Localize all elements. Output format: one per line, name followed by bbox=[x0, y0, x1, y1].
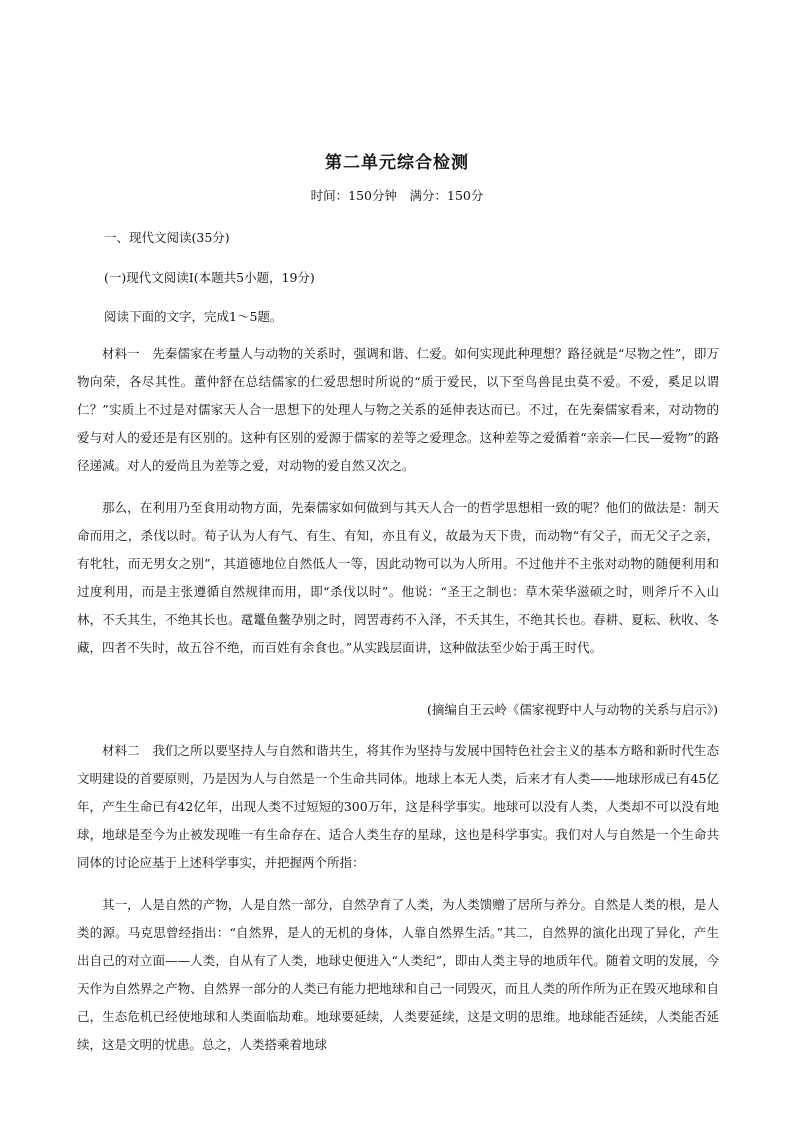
paragraph-material-1: 材料一 先秦儒家在考量人与动物的关系时，强调和谐、仁爱。如何实现此种理想？路径就是“尽物之性”，即万物向荣，各尽其性。董仲舒在总结儒家的仁爱思想时所说的“质于爱民，以下至鸟兽昆虫莫不爱。不爱，奚足以谓仁？”实质上不过是对儒家天人合一思想下的处理人与物之关系的延伸表达而已。不过，在先秦儒家看来，对动物的爱与对人的爱还是有区别的。这种有区别的爱源于儒家的差等之爱理念。这种差等之爱循着“亲亲—仁民—爱物”的路径递减。对人的爱尚且为差等之爱，对动物的爱自然又次之。 bbox=[77, 346, 719, 473]
subsection-heading: (一)现代文阅读Ⅰ(本题共5小题，19分) bbox=[104, 270, 315, 285]
paragraph-material-2: 材料二 我们之所以要坚持人与自然和谐共生，将其作为坚持与发展中国特色社会主义的基本方略和新时代生态文明建设的首要原则，乃是因为人与自然是一个生命共同体。地球上本无人类，后来才有人类——地球形成已有45亿年，产生生命已有42亿年，出现人类不过短短的300万年，这是科学事实。地球可以没有人类，人类却不可以没有地球，地球是至今为止被发现唯一有生命存在、适合人类生存的星球，这也是科学事实。我们对人与自然是一个生命共同体的讨论应基于上述科学事实，并把握两个所指： bbox=[77, 743, 719, 870]
paragraph-material-1-cont: 那么，在利用乃至食用动物方面，先秦儒家如何做到与其天人合一的哲学思想相一致的呢？他们的做法是：制天命而用之，杀伐以时。荀子认为人有气、有生、有知，亦且有义，故最为天下贵，而动物“有父子，而无父子之亲，有牝牡，而无男女之别”，其道德地位自然低人一等，因此动物可以为人所用。不过他并不主张对动物的随便利用和过度利用，而是主张遵循自然规律而用，即“杀伐以时”。他说：“圣王之制也：草木荣华滋硕之时，则斧斤不入山林，不夭其生，不绝其长也。鼋鼍鱼鳖孕别之时，罔罟毒药不入泽，不夭其生，不绝其长也。春耕、夏耘、秋收、冬藏，四者不失时，故五谷不绝，而百姓有余食也。”从实践层面讲，这种做法至少始于禹王时代。 bbox=[77, 500, 719, 655]
page-title: 第二单元综合检测 bbox=[325, 153, 469, 173]
section-heading: 一、现代文阅读(35分) bbox=[104, 230, 230, 245]
instruction: 阅读下面的文字，完成1～5题。 bbox=[104, 309, 283, 324]
exam-meta: 时间：150分钟 满分：150分 bbox=[310, 188, 484, 203]
source-citation: (摘编自王云岭《儒家视野中人与动物的关系与启示》) bbox=[426, 702, 718, 717]
paragraph-material-2-cont: 其一，人是自然的产物，人是自然一部分，自然孕育了人类，为人类馈赠了居所与养分。自然是人类的根，是人类的源。马克思曾经指出：“自然界，是人的无机的身体，人靠自然界生活。”其二，自然界的演化出现了异化，产生出自己的对立面——人类，自从有了人类，地球史便进入“人类纪”，即由人类主导的地质年代。随着文明的发展，今天作为自然界之产物、自然界一部分的人类已有能力把地球和自己一同毁灭，而且人类的所作所为正在毁灭地球和自己，生态危机已经使地球和人类面临劫难。地球要延续，人类要延续，这是文明的思维。地球能否延续，人类能否延续，这是文明的忧患。总之，人类搭乘着地球 bbox=[77, 897, 719, 1052]
